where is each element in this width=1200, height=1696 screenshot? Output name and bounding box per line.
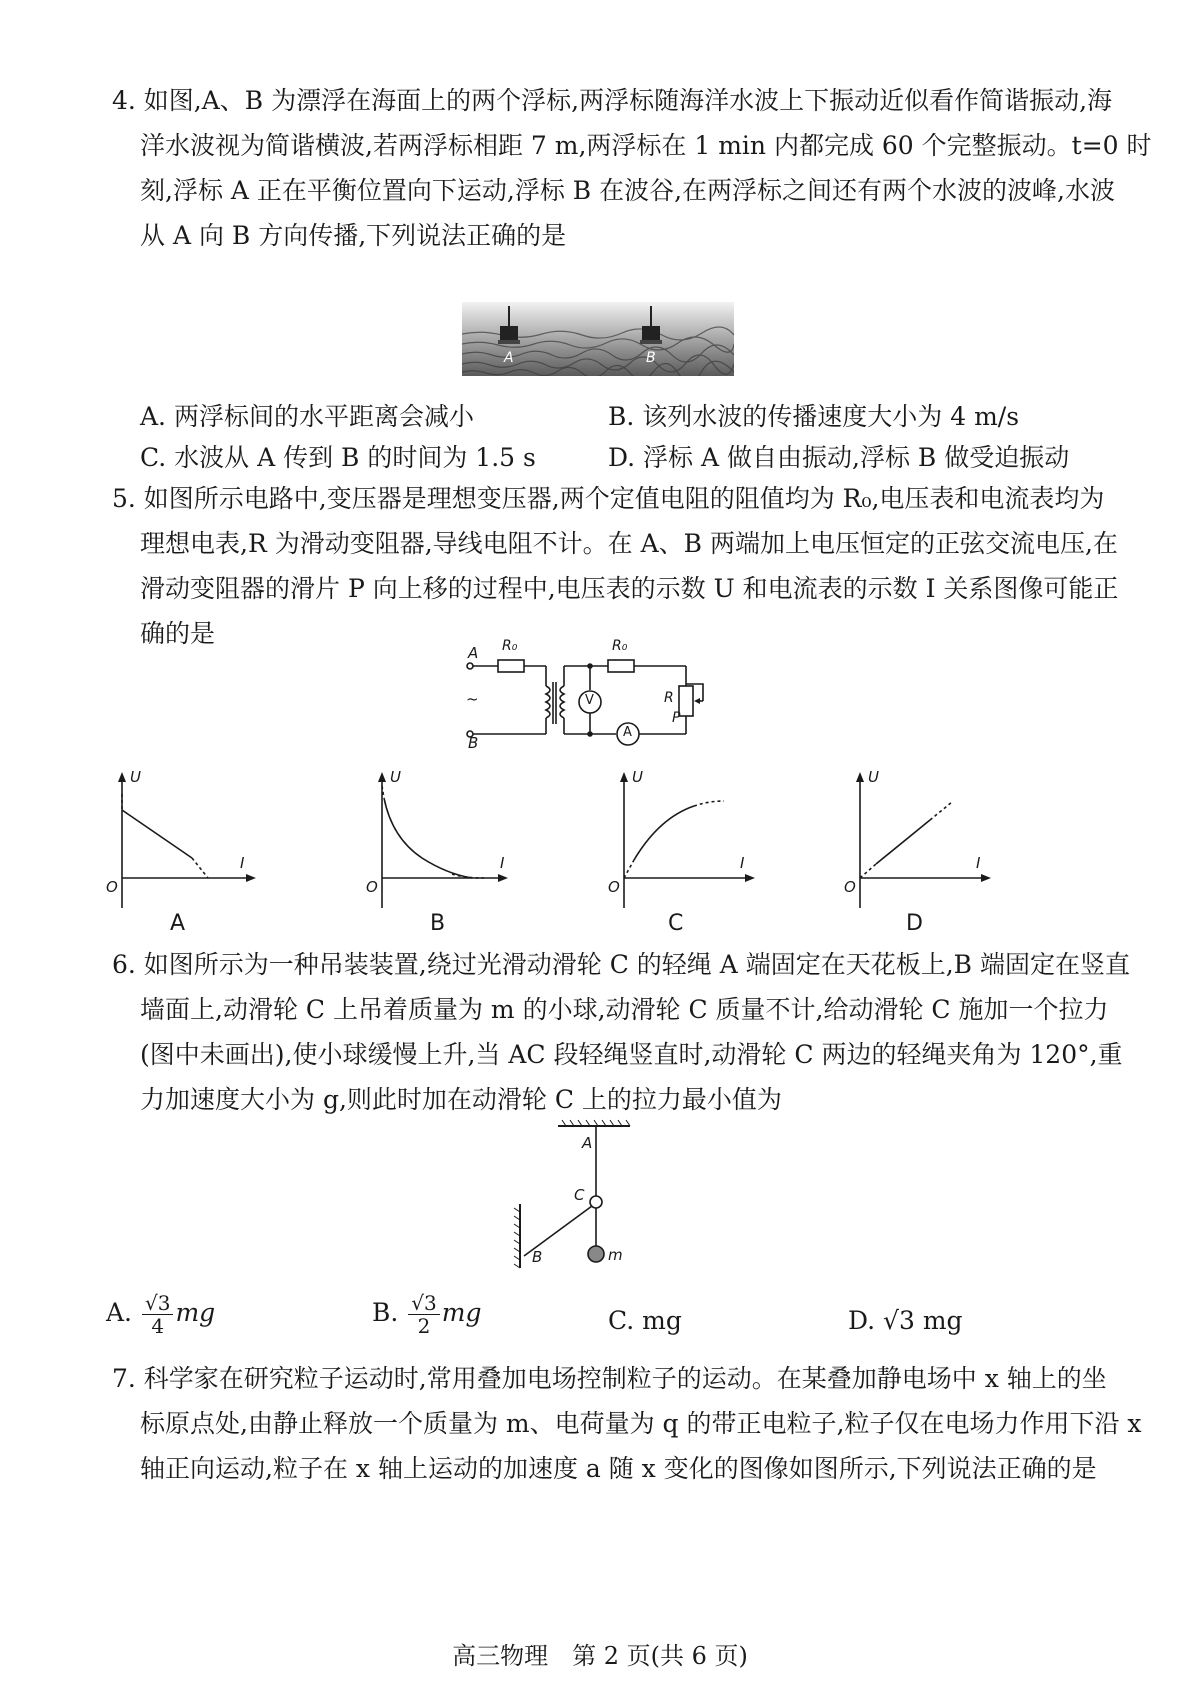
page-footer: 高三物理 第 2 页(共 6 页) — [452, 1642, 748, 1670]
graph-a-origin-label: O — [106, 878, 118, 896]
circuit-label-r0-right: R₀ — [612, 638, 628, 654]
q7-line: 7. 科学家在研究粒子运动时,常用叠加电场控制粒子的运动。在某叠加静电场中 x 轴上的坐 — [112, 1364, 1107, 1393]
ui-graph-d — [840, 768, 1000, 918]
q5-line: 理想电表,R 为滑动变阻器,导线电阻不计。在 A、B 两端加上电压恒定的正弦交流电压,在 — [140, 529, 1118, 558]
ui-graph-b — [352, 768, 512, 918]
graph-c-origin-label: O — [608, 878, 620, 896]
ball-m — [588, 1246, 604, 1262]
q4-option-b: B. 该列水波的传播速度大小为 4 m/s — [608, 402, 1020, 431]
q6-line: 墙面上,动滑轮 C 上吊着质量为 m 的小球,动滑轮 C 质量不计,给动滑轮 C 施加一个拉力 — [140, 995, 1109, 1024]
resistor-r0-left — [498, 660, 524, 672]
q7-stem — [112, 1356, 1142, 1491]
q7-line: 轴正向运动,粒子在 x 轴上运动的加速度 a 随 x 变化的图像如图所示,下列说法正确的是 — [140, 1454, 1097, 1483]
q4-line: 洋水波视为简谐横波,若两浮标相距 7 m,两浮标在 1 min 内都完成 60 个完整振动。t=0 时 — [140, 131, 1152, 160]
q4-option-a: A. 两浮标间的水平距离会减小 — [140, 402, 474, 431]
graph-b-origin-label: O — [366, 878, 378, 896]
q7-line: 标原点处,由静止释放一个质量为 m、电荷量为 q 的带正电粒子,粒子仅在电场力作用下沿 x — [140, 1409, 1142, 1438]
q5-line: 5. 如图所示电路中,变压器是理想变压器,两个定值电阻的阻值均为 R₀,电压表和电流表均为 — [112, 484, 1105, 513]
rheostat — [679, 686, 693, 716]
buoy-photo — [462, 302, 734, 376]
q5-line: 滑动变阻器的滑片 P 向上移的过程中,电压表的示数 U 和电流表的示数 I 关系图像可能正 — [140, 574, 1119, 603]
q6-option-a-prefix: A. — [106, 1298, 133, 1327]
circuit-label-r0-left: R₀ — [502, 638, 518, 654]
graph-a-i-label: I — [240, 854, 245, 872]
graph-a-u-label: U — [130, 768, 141, 786]
q4-option-d: D. 浮标 A 做自由振动,浮标 B 做受迫振动 — [608, 443, 1070, 472]
circuit-diagram — [458, 638, 708, 754]
graph-d-u-label: U — [868, 768, 879, 786]
q6-option-a-den: 4 — [151, 1314, 165, 1338]
circuit-label-b: B — [468, 734, 479, 752]
q6-option-c: C. mg — [608, 1306, 682, 1335]
resistor-r0-right — [608, 660, 634, 672]
q4-line: 4. 如图,A、B 为漂浮在海面上的两个浮标,两浮标随海洋水波上下振动近似看作简谐振动,海 — [112, 86, 1113, 115]
q6-line: 6. 如图所示为一种吊装装置,绕过光滑动滑轮 C 的轻绳 A 端固定在天花板上,B 端固定在竖直 — [112, 950, 1130, 979]
graph-b-caption: B — [430, 911, 446, 936]
pulley-label-c: C — [574, 1186, 585, 1204]
q6-option-d: D. √3 mg — [848, 1306, 963, 1335]
q6-option-a-suffix: mg — [175, 1298, 216, 1327]
voltmeter-label: V — [585, 693, 594, 708]
buoy-a-label: A — [504, 350, 514, 366]
pulley-label-a: A — [582, 1134, 593, 1152]
graph-b-i-label: I — [500, 854, 505, 872]
q4-stem — [112, 78, 1152, 258]
graph-d-i-label: I — [976, 854, 981, 872]
graph-c-i-label: I — [740, 854, 745, 872]
q6-option-a-num: √3 — [142, 1292, 173, 1315]
pulley-label-m: m — [608, 1246, 623, 1264]
pulley-label-b: B — [532, 1248, 543, 1266]
q5-stem — [112, 476, 1119, 656]
buoy-b-label: B — [646, 350, 656, 366]
graph-c-u-label: U — [632, 768, 643, 786]
graph-b-u-label: U — [390, 768, 401, 786]
q4-option-c: C. 水波从 A 传到 B 的时间为 1.5 s — [140, 443, 536, 472]
q6-option-b — [372, 1292, 481, 1337]
q5-line: 确的是 — [140, 619, 216, 648]
q4-line: 刻,浮标 A 正在平衡位置向下运动,浮标 B 在波谷,在两浮标之间还有两个水波的波峰,水波 — [140, 176, 1116, 205]
graph-d-caption: D — [906, 911, 923, 936]
ui-graph-c — [604, 768, 764, 918]
q4-line: 从 A 向 B 方向传播,下列说法正确的是 — [140, 221, 567, 250]
graph-d-origin-label: O — [844, 878, 856, 896]
ui-graph-a — [100, 768, 260, 918]
q6-line: (图中未画出),使小球缓慢上升,当 AC 段轻绳竖直时,动滑轮 C 两边的轻绳夹角为 120°,重 — [140, 1040, 1123, 1069]
pulley-diagram — [508, 1118, 648, 1278]
q6-option-a — [106, 1292, 215, 1337]
q6-option-a-fraction — [142, 1292, 173, 1337]
q6-option-b-den: 2 — [417, 1314, 431, 1338]
q6-option-b-prefix: B. — [372, 1298, 399, 1327]
circuit-ac-symbol: ~ — [466, 690, 479, 708]
q6-stem — [112, 942, 1130, 1122]
q6-option-b-fraction — [408, 1292, 439, 1337]
q6-option-b-num: √3 — [408, 1292, 439, 1315]
graph-c-caption: C — [668, 911, 684, 936]
q6-option-b-suffix: mg — [441, 1298, 482, 1327]
ammeter-label: A — [623, 725, 632, 740]
circuit-label-a: A — [468, 644, 479, 662]
q6-line: 力加速度大小为 g,则此时加在动滑轮 C 上的拉力最小值为 — [140, 1085, 782, 1114]
circuit-label-p: P — [672, 710, 681, 726]
graph-a-caption: A — [170, 911, 186, 936]
circuit-label-r: R — [664, 690, 674, 706]
